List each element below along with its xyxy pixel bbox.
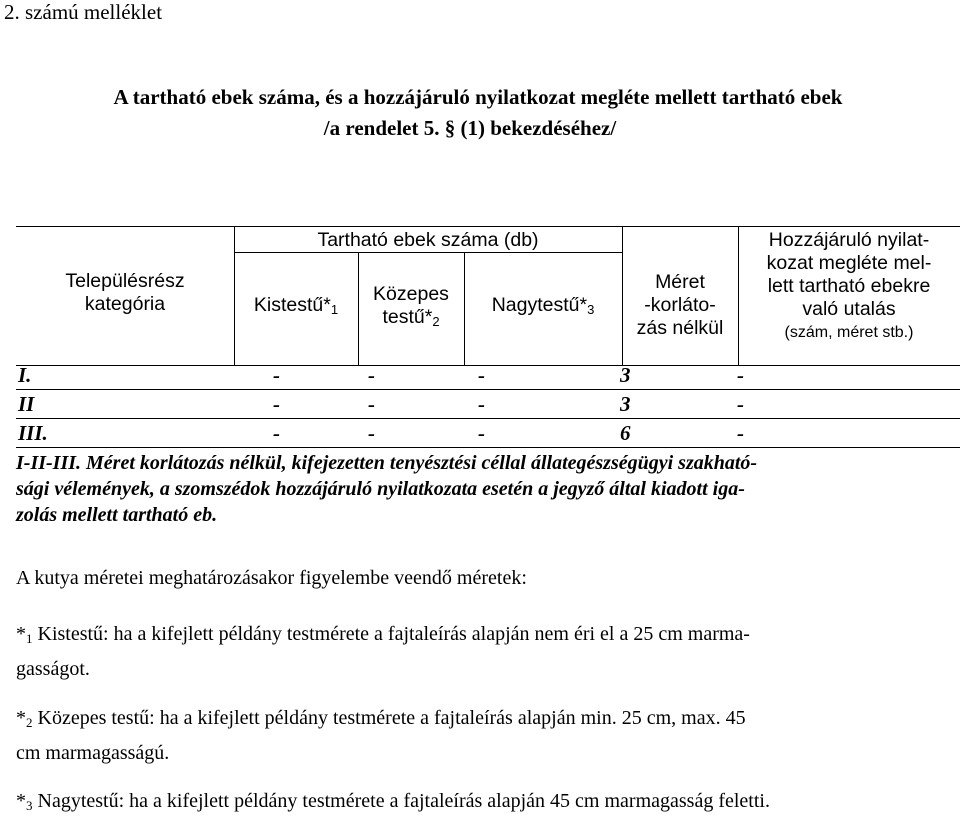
row-medium: - <box>368 392 375 416</box>
row-consent: - <box>737 421 744 445</box>
row-small: - <box>273 392 280 416</box>
row-category: I. <box>18 363 32 387</box>
row-1-bottom-line <box>16 389 960 390</box>
row-2-bottom-line <box>16 418 960 419</box>
title-line-2: /a rendelet 5. § (1) bekezdéséhez/ <box>323 116 617 140</box>
row-large: - <box>478 421 485 445</box>
row-category: II <box>18 392 35 416</box>
annex-label: 2. számú melléklet <box>4 0 163 24</box>
row-consent: - <box>737 392 744 416</box>
group-header-underline <box>234 252 622 253</box>
row-unlimited: 6 <box>620 421 631 445</box>
definition-medium: $*_2$ Közepes testű: ha a kifejlett példány testmérete a fajtaleírás alapján min. 25 cm, max. 45 cm marmagasságú. <box>16 707 746 764</box>
header-bottom-line <box>16 365 960 366</box>
document-title <box>0 82 960 144</box>
row-small: - <box>273 421 280 445</box>
row-large: - <box>478 363 485 387</box>
header-unlimited: Méret -korláto- zás nélkül <box>636 271 724 339</box>
definition-small: $*_1$ Kistestű: ha a kifejlett példány testmérete a fajtaleírás alapján nem éri el a 25 cm marma- gasságot. <box>16 623 750 680</box>
header-keepable-dogs: Tartható ebek száma (db) <box>317 229 539 251</box>
special-permission-note: I-II-III. Méret korlátozás nélkül, kifejezetten tenyésztési céllal állategészségügyi szakható- sági vélemények, a szomszédok hozzájáruló nyilatkozata esetén a jegyző által kiadott iga- zolás mellett tartható eb. <box>16 452 758 526</box>
row-small: - <box>273 363 280 387</box>
header-district-category: Településrész kategória <box>65 270 185 315</box>
row-medium: - <box>368 421 375 445</box>
definition-large: $*_3$ Nagytestű: ha a kifejlett példány testmérete a fajtaleírás alapján 45 cm marmagasság feletti. <box>16 790 770 813</box>
row-3-bottom-line <box>16 447 960 448</box>
table-top-line <box>16 226 960 227</box>
row-medium: - <box>368 363 375 387</box>
header-large: $Nagytestű*_3$ <box>491 294 595 317</box>
row-unlimited: 3 <box>620 392 631 416</box>
header-medium: Közepes $testű*_2$ <box>373 283 449 329</box>
header-small: $Kistestű*_1$ <box>253 294 339 317</box>
sizes-intro: A kutya méretei meghatározásakor figyelembe veendő méretek: <box>16 567 527 589</box>
row-unlimited: 3 <box>620 363 631 387</box>
header-consent: Hozzájáruló nyilat- kozat megléte mel- lett tartható ebekre való utalás (szám, méret stb.) <box>766 229 932 341</box>
row-consent: - <box>737 363 744 387</box>
row-category: III. <box>18 421 48 445</box>
row-large: - <box>478 392 485 416</box>
title-line-1: A tartható ebek száma, és a hozzájáruló nyilatkozat megléte mellett tartható ebek <box>113 85 843 109</box>
